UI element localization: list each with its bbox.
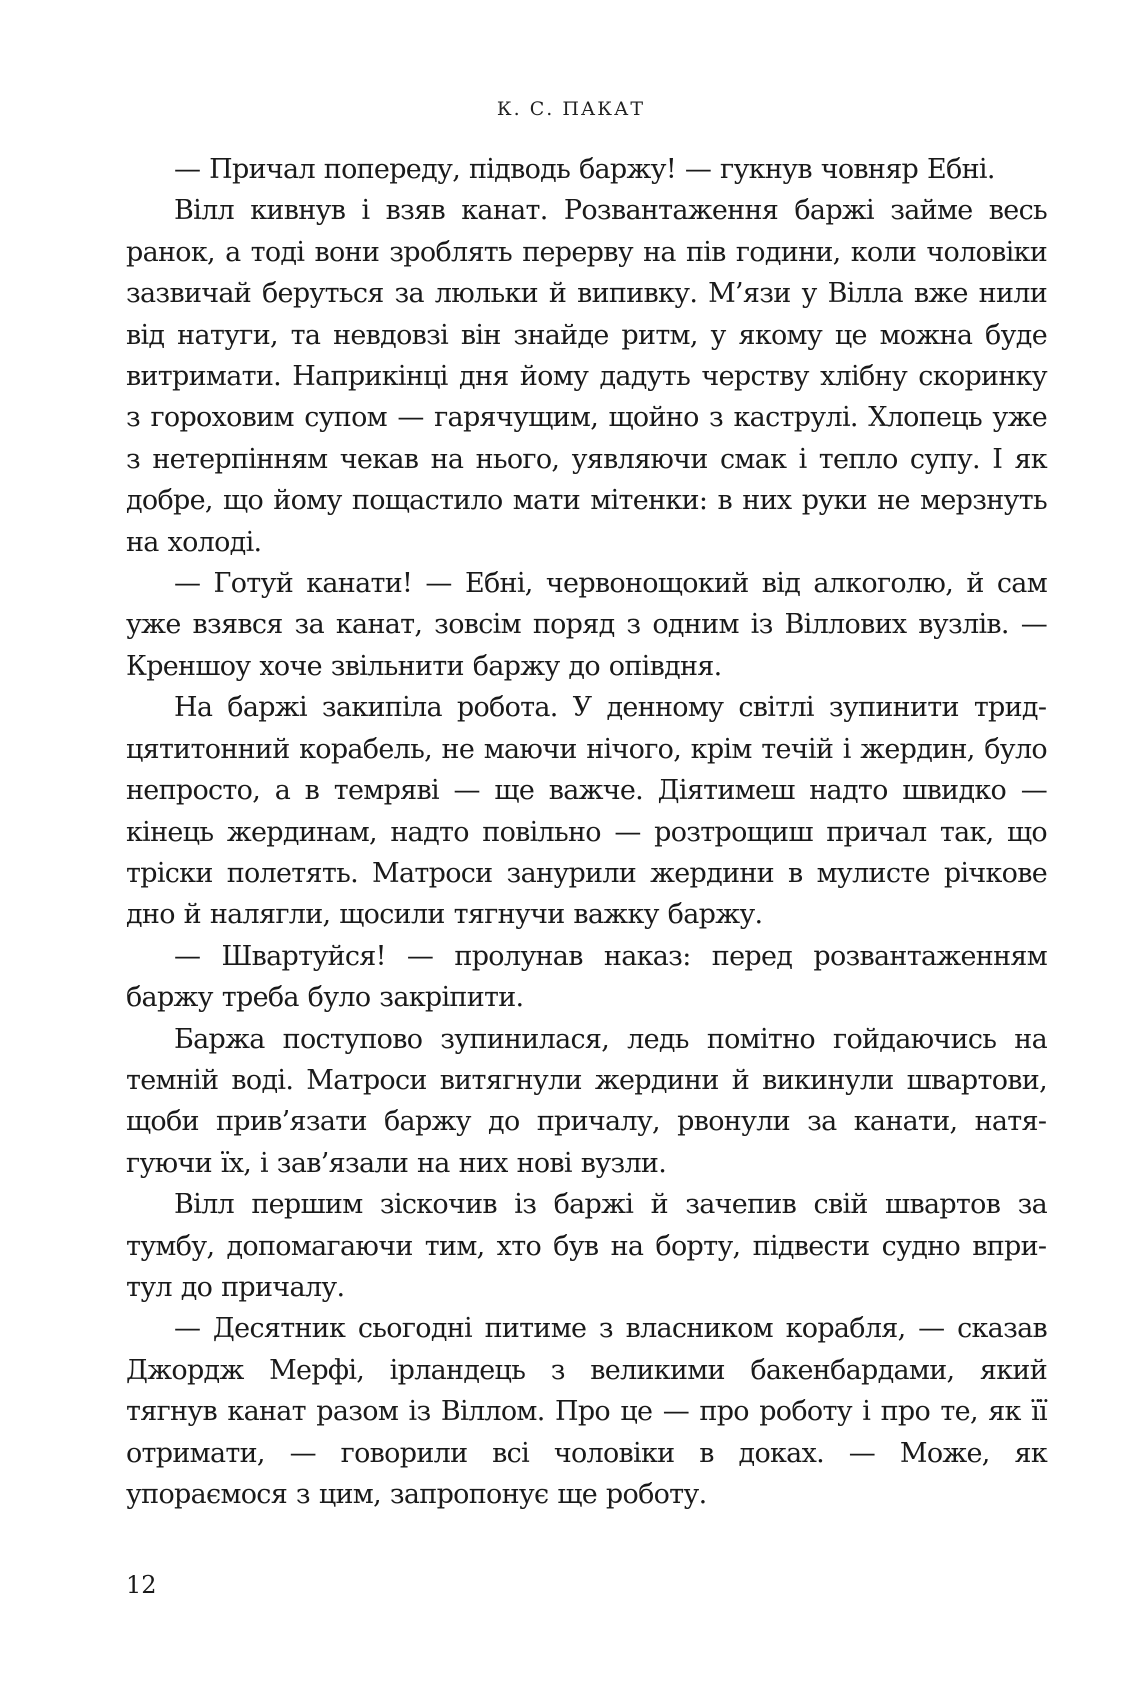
body-text [126,149,1047,1515]
paragraph: Вілл першим зіскочив із баржі й зачепив свій швартов за тумбу, допомагаючи тим, хто був на борту, підвести судно впритул до причалу. [126,1189,1047,1303]
running-header: К. С. ПАКАТ [496,98,646,120]
paragraph: — Швартуйся! — пролунав наказ: перед розвантаженням баржу треба було закріпити. [126,940,1047,1014]
page-number: 12 [126,1571,157,1599]
paragraph: — Причал попереду, підводь баржу! — гукнув човняр Ебні. [174,154,995,185]
paragraph: Баржа поступово зупинилася, ледь помітно гойдаючись на темній воді. Матроси витягнули жердини й викинули швартови, щоби прив’язати баржу до причалу, рвонули за канати, натягуючи їх, і зав’язали на них нові вузли. [126,1023,1047,1179]
paragraph: — Готуй канати! — Ебні, червонощокий від алкоголю, й сам уже взявся за канат, зовсім поряд з одним із Віллових вузлів. — Креншоу хоче звільнити баржу до опівдня. [126,568,1047,682]
paragraph: — Десятник сьогодні питиме з власником корабля, — сказав Джордж Мерфі, ірландець з великими бакенбардами, який тягнув канат разом із Віллом. Про це — про роботу і про те, як її отримати, — говорили всі чоловіки в доках. — Може, як упораємося з цим, запропонує ще роботу. [126,1313,1047,1510]
paragraph: На баржі закипіла робота. У денному світлі зупинити тридцятитонний корабель, не маючи нічого, крім течій і жердин, було непросто, а в темряві — ще важче. Діятимеш надто швидко — кінець жердинам, надто повільно — розтрощиш причал так, що тріски полетять. Матроси занурили жердини в мулисте річкове дно й налягли, щосили тягнучи важку баржу. [126,692,1047,931]
paragraph: Вілл кивнув і взяв канат. Розвантаження баржі займе весь ранок, а тоді вони зроблять перерву на пів години, коли чоловіки зазвичай беруться за люльки й випивку. М’язи у Вілла вже нили від натуги, та невдовзі він знайде ритм, у якому це можна буде витримати. Наприкінці дня йому дадуть черству хлібну скоринку з гороховим супом — гарячущим, щойно з каструлі. Хлопець уже з нетерпінням чекав на нього, уявляючи смак і тепло супу. І як добре, що йому пощастило мати мітенки: в них руки не мерзнуть на холоді. [126,195,1047,558]
